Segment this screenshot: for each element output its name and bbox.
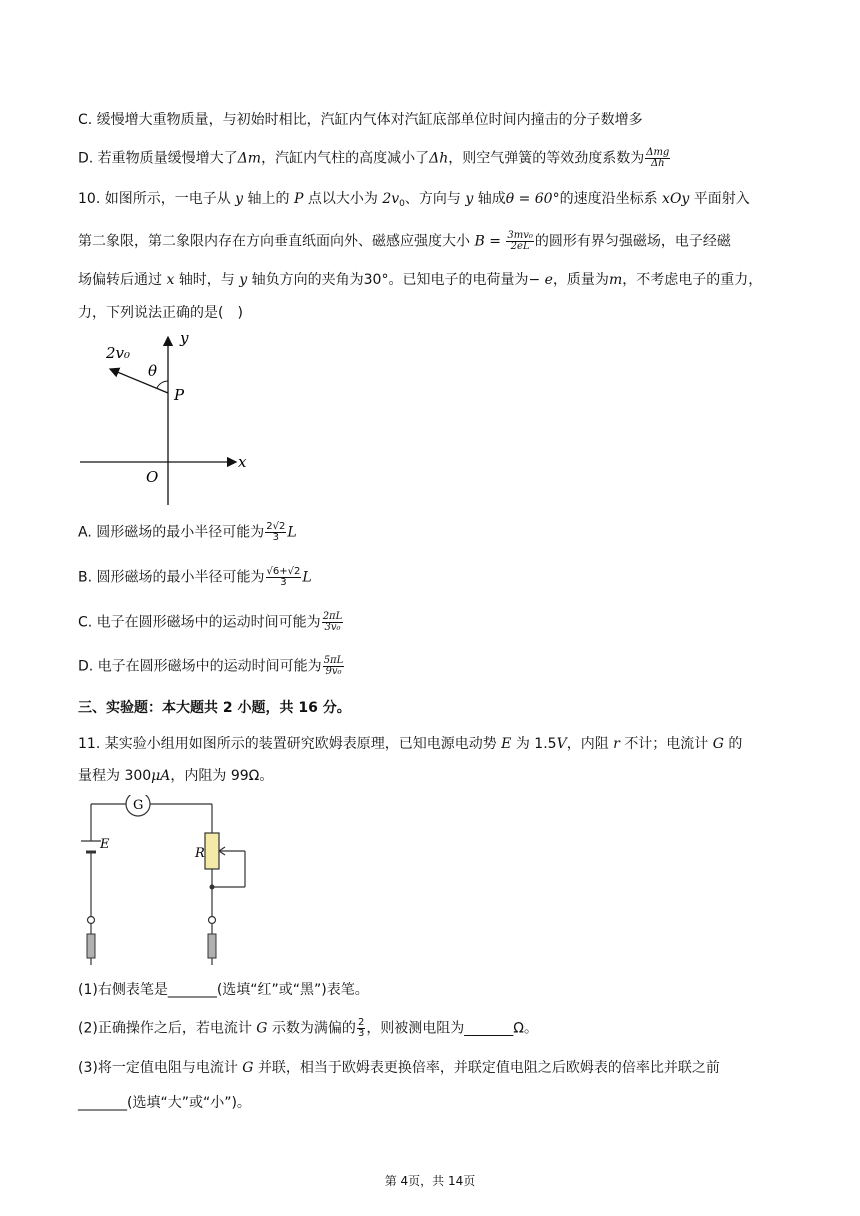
q11-sub3-line1: (3)将一定值电阻与电流计 G 并联，相当于欧姆表更换倍率，并联定值电阻之后欧姆表的倍率比并联之前: [78, 1060, 720, 1076]
q9-d-fraction: $\frac{\text{Δmg}}{\Delta h}$: [646, 147, 670, 169]
svg-text:R: R: [195, 846, 205, 861]
q11-circuit-figure: [78, 795, 268, 970]
q10-option-b: B. 圆形磁场的最小半径可能为 $\frac{√6+√2}{3}$ L: [78, 566, 312, 588]
theta-arc: [157, 381, 168, 388]
label-2v0: 2v₀: [106, 344, 131, 362]
q10-coordinate-figure: [78, 325, 258, 510]
label-P: P: [174, 386, 185, 404]
q11-line2: 量程为 300μA，内阻为 99Ω。: [78, 768, 274, 784]
q9-option-c: C. 缓慢增大重物质量，与初始时相比，汽缸内气体对汽缸底部单位时间内撞击的分子数增多: [78, 112, 643, 128]
label-x: x: [238, 453, 247, 471]
velocity-arrow: [110, 369, 168, 393]
page-footer: 第 4页，共 14页: [384, 1174, 476, 1188]
svg-text:G: G: [133, 798, 144, 813]
q10-option-d: D. 电子在圆形磁场中的运动时间可能为 $\frac{5\pi L}{\text{9v₀}}$: [78, 655, 344, 677]
label-theta: θ: [148, 362, 158, 380]
left-probe: [87, 934, 95, 958]
q10-option-a: A. 圆形磁场的最小半径可能为 $\frac{2√2}{3}$ L: [78, 521, 297, 543]
svg-text:E: E: [100, 837, 110, 852]
q11-line1: 11. 某实验小组用如图所示的装置研究欧姆表原理，已知电源电动势 E 为 1.5V，内阻 r 不计；电流计 G 的: [78, 736, 743, 752]
right-probe: [208, 934, 216, 958]
q10-option-c: C. 电子在圆形磁场中的运动时间可能为 $\frac{2\pi L}{\text{3v₀}}$: [78, 611, 343, 633]
q10-line1: 10. 如图所示，一电子从 y 轴上的 P 点以大小为 $2v_0$、方向与 y 轴成θ = 60°的速度沿坐标系 xOy 平面射入: [78, 191, 750, 209]
q9-option-d: D. 若重物质量缓慢增大了Δm，汽缸内气柱的高度减小了Δh，则空气弹簧的等效劲度系数为 $\frac{\text{Δmg}}{\Delta h}$: [78, 147, 670, 169]
q11-sub3-line2: _______(选填“大”或“小”)。: [78, 1095, 251, 1111]
q10-line3: 场偏转后通过 x 轴时，与 y 轴负方向的夹角为30°。已知电子的电荷量为− e，质量为m，不考虑电子的重力，: [78, 272, 763, 288]
q11-sub1: (1)右侧表笔是_______(选填“红”或“黑”)表笔。: [78, 982, 369, 998]
label-y: y: [180, 329, 189, 347]
q11-sub2: (2)正确操作之后，若电流计 G 示数为满偏的 $\frac{2}{3}$ ，则被测电阻为_______Ω。: [78, 1017, 539, 1039]
rheostat: [205, 833, 219, 869]
label-O: O: [146, 468, 159, 486]
q10-line4: 力，下列说法正确的是( ): [78, 305, 243, 321]
section-3-heading: 三、实验题：本大题共 2 小题，共 16 分。: [78, 700, 351, 716]
q10-line2: 第二象限，第二象限内存在方向垂直纸面向外、磁感应强度大小 B = $\frac{\text{3mv₀}}{2eL}$ 的圆形有界匀强磁场，电子经磁: [78, 230, 731, 252]
